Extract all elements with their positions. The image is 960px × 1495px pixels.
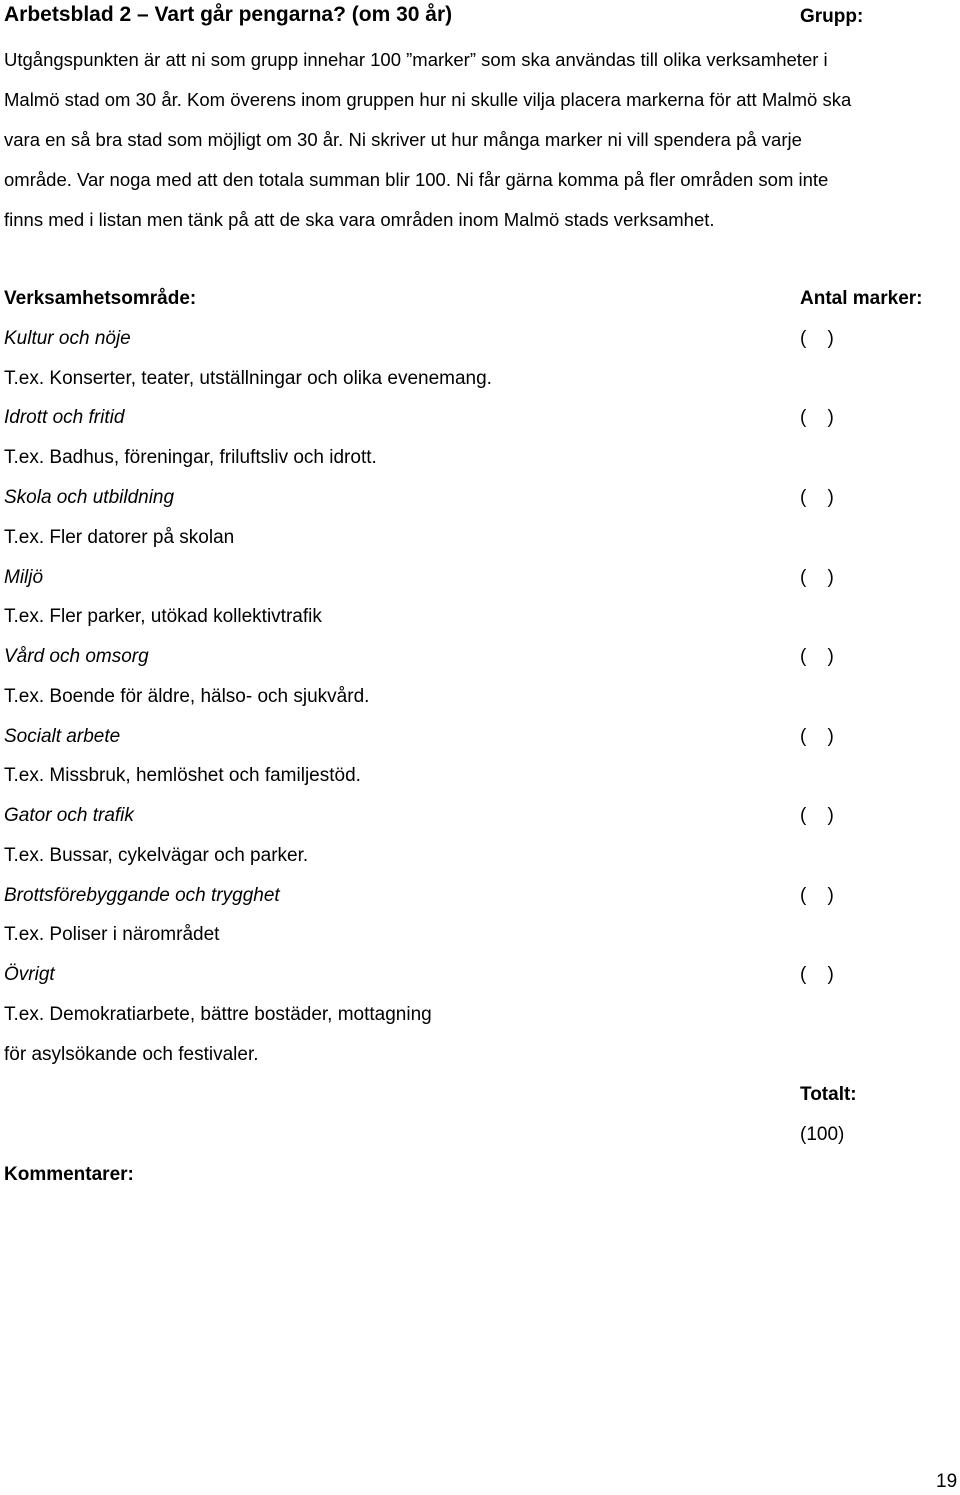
area-column-header: Verksamhetsområde: xyxy=(4,288,197,309)
area-name-ovrigt: Övrigt xyxy=(4,964,55,985)
area-example-gator: T.ex. Bussar, cykelvägar och parker. xyxy=(4,845,309,866)
area-example-socialt: T.ex. Missbruk, hemlöshet och familjestöd. xyxy=(4,765,361,786)
count-column-header: Antal marker: xyxy=(800,288,923,309)
count-blank-gator[interactable]: ( ) xyxy=(800,805,834,826)
total-value: (100) xyxy=(800,1124,845,1145)
comments-label: Kommentarer: xyxy=(4,1164,134,1185)
area-name-brott: Brottsförebyggande och trygghet xyxy=(4,885,280,906)
intro-paragraph xyxy=(4,40,954,240)
group-label xyxy=(800,2,863,32)
area-example-brott: T.ex. Poliser i närområdet xyxy=(4,924,220,945)
intro-line-2: Malmö stad om 30 år. Kom överens inom gruppen hur ni skulle vilja placera markerna för att Malmö ska xyxy=(4,89,852,110)
area-example-kultur: T.ex. Konserter, teater, utställningar och olika evenemang. xyxy=(4,368,492,389)
area-example-idrott: T.ex. Badhus, föreningar, friluftsliv och idrott. xyxy=(4,447,377,468)
area-example-vard: T.ex. Boende för äldre, hälso- och sjukvård. xyxy=(4,686,370,707)
area-name-vard: Vård och omsorg xyxy=(4,646,149,667)
group-label-text: Grupp: xyxy=(800,6,864,27)
area-example-skola: T.ex. Fler datorer på skolan xyxy=(4,527,235,548)
total-label: Totalt: xyxy=(800,1084,857,1105)
intro-line-4 xyxy=(4,160,954,200)
intro-line-5: finns med i listan men tänk på att de ska vara områden inom Malmö stads verksamhet. xyxy=(4,209,715,230)
area-example-miljo: T.ex. Fler parker, utökad kollektivtrafik xyxy=(4,606,322,627)
intro-line-1: Utgångspunkten är att ni som grupp innehar 100 ”marker” som ska användas till olika verksamheter i xyxy=(4,49,828,70)
count-blank-brott[interactable]: ( ) xyxy=(800,885,834,906)
area-name-miljo: Miljö xyxy=(4,567,44,588)
count-blank-idrott[interactable]: ( ) xyxy=(800,407,834,428)
count-blank-socialt[interactable]: ( ) xyxy=(800,726,834,747)
count-blank-vard[interactable]: ( ) xyxy=(800,646,834,667)
area-name-socialt: Socialt arbete xyxy=(4,726,121,747)
area-example-ovrigt-cont: för asylsökande och festivaler. xyxy=(4,1044,259,1065)
area-name-kultur: Kultur och nöje xyxy=(4,328,131,349)
area-example-ovrigt: T.ex. Demokratiarbete, bättre bostäder, mottagning xyxy=(4,1004,432,1025)
intro-line-4-text: område. Var noga med att den totala summan blir 100. Ni får gärna komma på fler områden som inte xyxy=(4,169,829,190)
count-blank-miljo[interactable]: ( ) xyxy=(800,567,834,588)
area-name-skola: Skola och utbildning xyxy=(4,487,175,508)
area-name-idrott: Idrott och fritid xyxy=(4,407,125,428)
count-blank-ovrigt[interactable]: ( ) xyxy=(800,964,834,985)
page-number: 19 xyxy=(936,1471,958,1492)
area-name-gator: Gator och trafik xyxy=(4,805,134,826)
page-title: Arbetsblad 2 – Vart går pengarna? (om 30 år) xyxy=(4,3,453,26)
intro-line-3: vara en så bra stad som möjligt om 30 år. Ni skriver ut hur många marker ni vill spendera på varje xyxy=(4,129,802,150)
count-blank-kultur[interactable]: ( ) xyxy=(800,328,834,349)
count-blank-skola[interactable]: ( ) xyxy=(800,487,834,508)
